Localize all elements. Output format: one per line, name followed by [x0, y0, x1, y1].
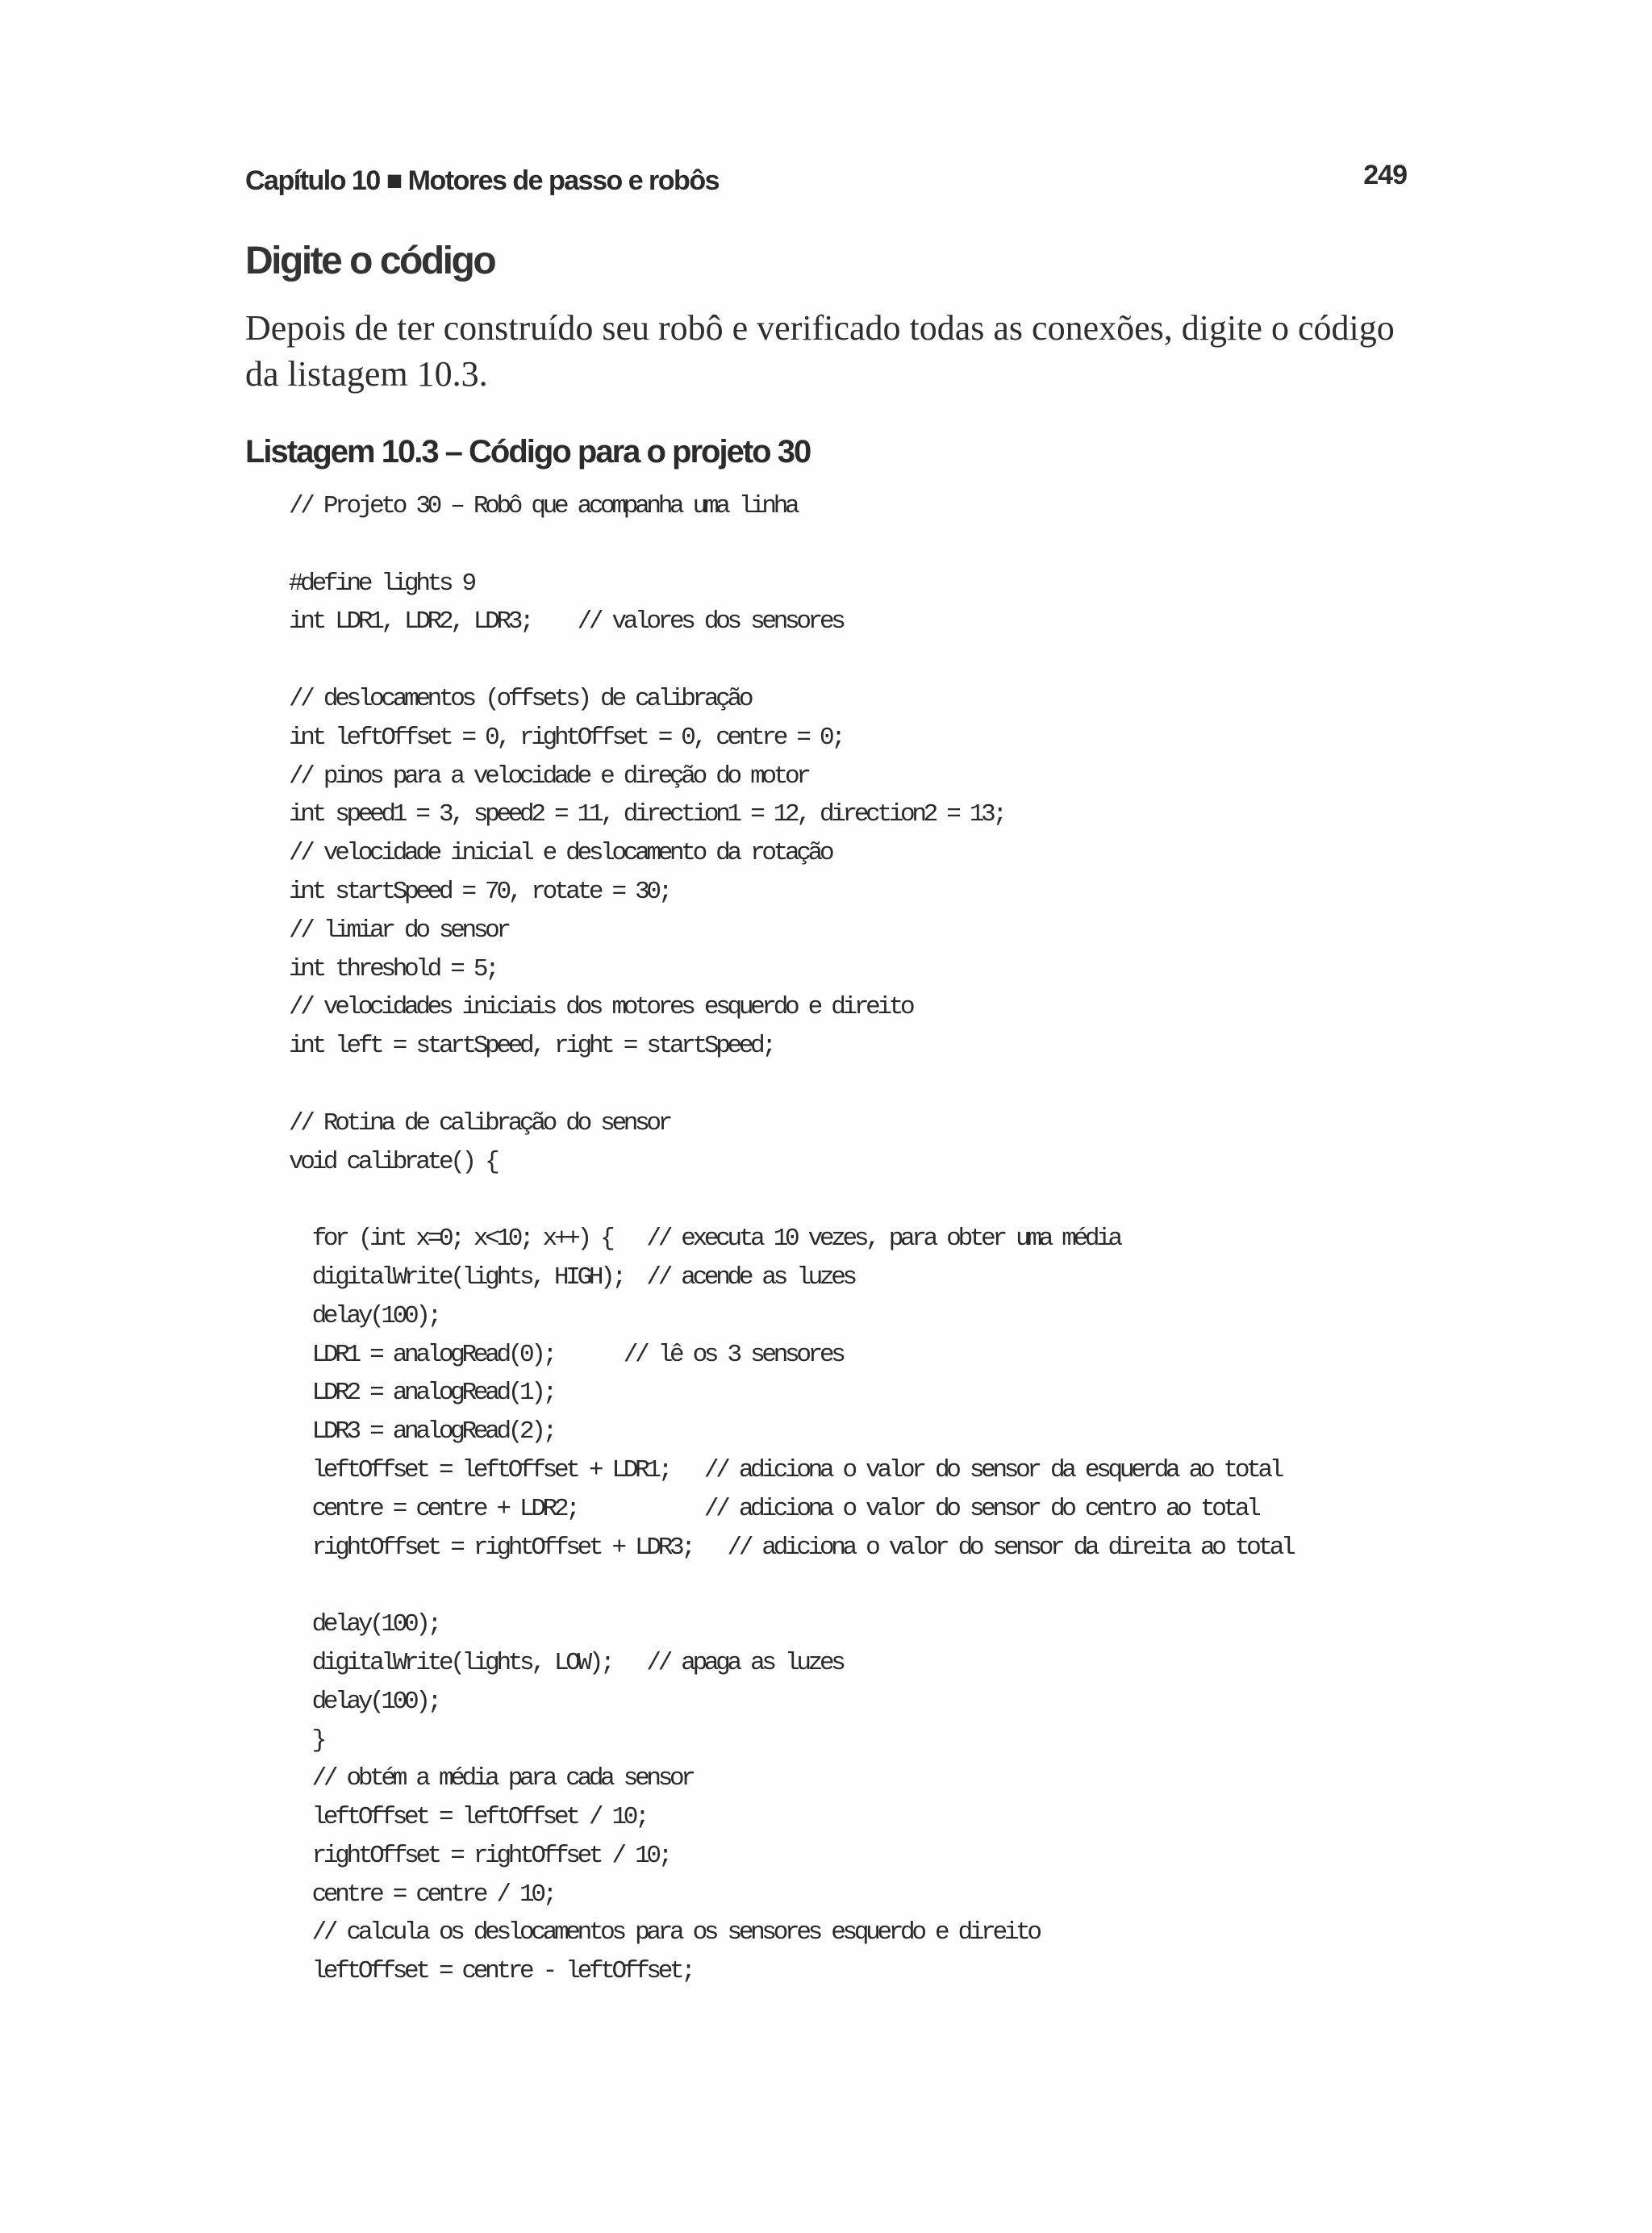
code-line — [289, 1567, 1292, 1605]
code-line: delay(100); — [289, 1610, 439, 1639]
code-line: int leftOffset = 0, rightOffset = 0, centre = 0; — [289, 723, 843, 752]
running-header: Capítulo 10 ■ Motores de passo e robôs — [245, 165, 719, 196]
code-line: LDR1 = analogRead(0); // lê os 3 sensores — [289, 1340, 843, 1369]
code-line — [289, 1066, 1292, 1104]
code-line: // Projeto 30 – Robô que acompanha uma linha — [289, 492, 797, 520]
code-line: leftOffset = centre - leftOffset; — [289, 1957, 693, 1986]
code-line: LDR2 = analogRead(1); — [289, 1379, 554, 1408]
code-line: rightOffset = rightOffset / 10; — [289, 1841, 670, 1870]
code-line: } — [289, 1726, 323, 1755]
code-line: LDR3 = analogRead(2); — [289, 1417, 554, 1446]
code-line — [289, 641, 1292, 680]
code-listing — [289, 487, 1292, 1991]
code-line: leftOffset = leftOffset + LDR1; // adiciona o valor do sensor da esquerda ao total — [289, 1455, 1282, 1484]
code-line — [289, 526, 1292, 565]
code-line: // velocidade inicial e deslocamento da rotação — [289, 839, 832, 868]
code-line: delay(100); — [289, 1301, 439, 1330]
code-line: centre = centre + LDR2; // adiciona o valor do sensor do centro ao total — [289, 1494, 1258, 1523]
code-line: // limiar do sensor — [289, 916, 508, 945]
code-line: rightOffset = rightOffset + LDR3; // adiciona o valor do sensor da direita ao total — [289, 1533, 1293, 1562]
code-line: // calcula os deslocamentos para os sensores esquerdo e direito — [289, 1918, 1039, 1947]
code-line: int left = startSpeed, right = startSpeed; — [289, 1032, 774, 1061]
code-line: int speed1 = 3, speed2 = 11, direction1 = 12, direction2 = 13; — [289, 800, 1004, 829]
code-line: centre = centre / 10; — [289, 1880, 554, 1909]
code-line: int LDR1, LDR2, LDR3; // valores dos sensores — [289, 607, 843, 637]
code-line — [289, 1181, 1292, 1220]
code-line: leftOffset = leftOffset / 10; — [289, 1803, 647, 1832]
code-line: for (int x=0; x<10; x++) { // executa 10 vezes, para obter uma média — [289, 1225, 1120, 1254]
section-heading: Digite o código — [245, 240, 495, 282]
code-line: // velocidades iniciais dos motores esquerdo e direito — [289, 993, 912, 1022]
code-line: // Rotina de calibração do sensor — [289, 1108, 670, 1137]
code-line: // obtém a média para cada sensor — [289, 1764, 693, 1793]
code-line: delay(100); — [289, 1687, 439, 1716]
code-line: // deslocamentos (offsets) de calibração — [289, 684, 751, 713]
code-line: int threshold = 5; — [289, 954, 497, 983]
code-line: void calibrate() { — [289, 1147, 497, 1176]
code-line: digitalWrite(lights, LOW); // apaga as luzes — [289, 1648, 843, 1677]
code-line: int startSpeed = 70, rotate = 30; — [289, 877, 670, 906]
listing-caption: Listagem 10.3 – Código para o projeto 30 — [245, 434, 811, 470]
code-line: #define lights 9 — [289, 569, 473, 598]
code-line: // pinos para a velocidade e direção do motor — [289, 762, 808, 791]
body-paragraph: Depois de ter construído seu robô e verificado todas as conexões, digite o código da listagem 10.3. — [245, 308, 1395, 394]
code-line: digitalWrite(lights, HIGH); // acende as luzes — [289, 1263, 854, 1292]
page-number: 249 — [1363, 160, 1407, 190]
